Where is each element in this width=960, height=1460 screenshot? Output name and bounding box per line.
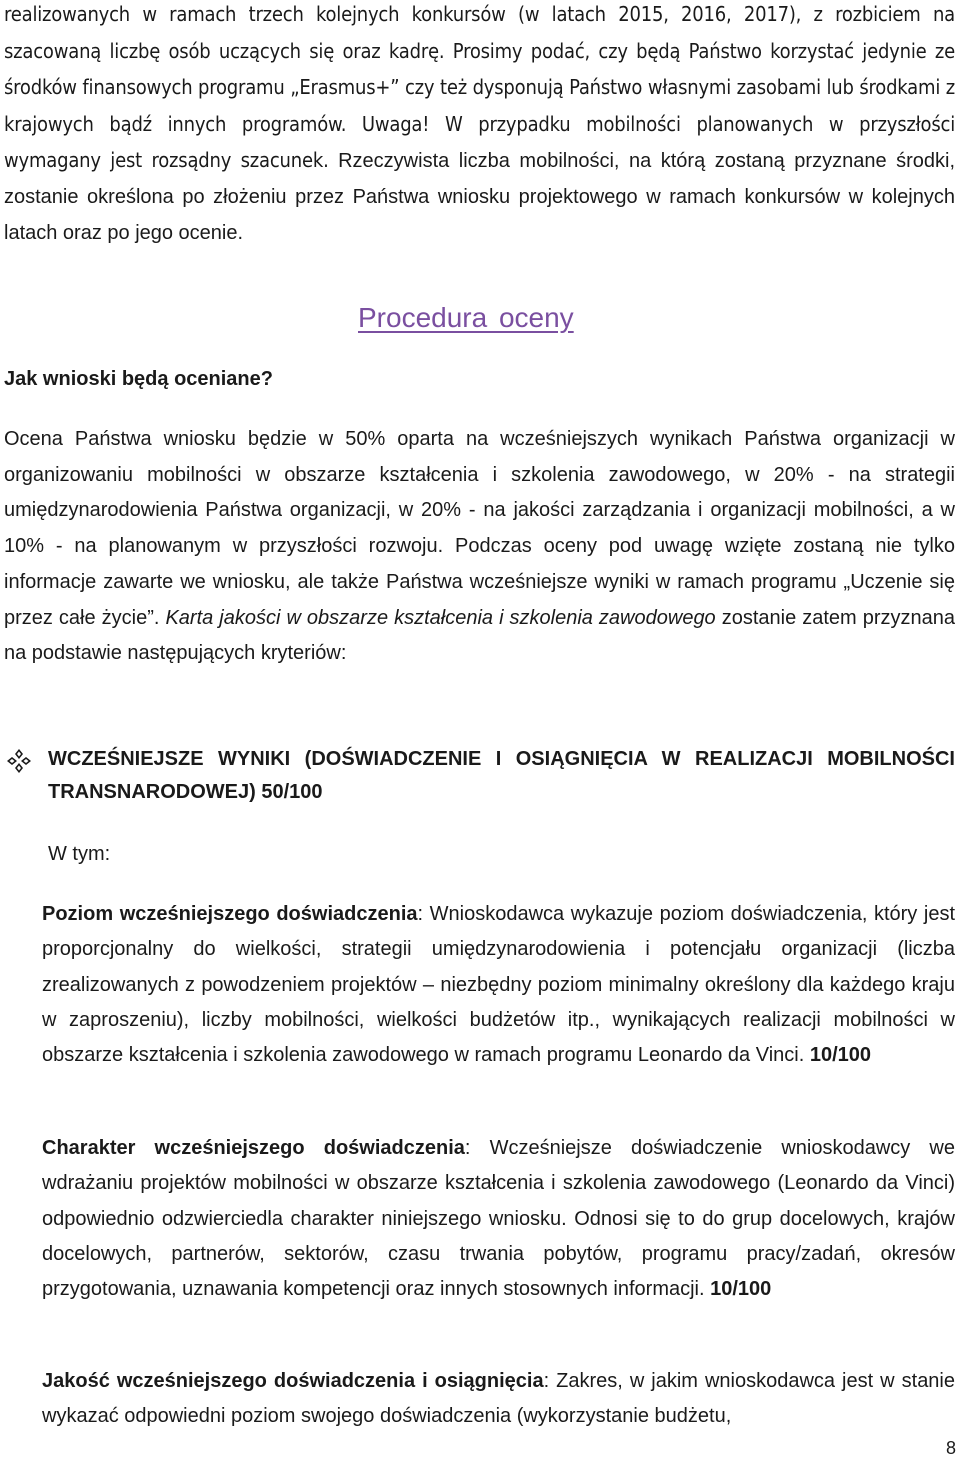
assessment-italic: Karta jakości w obszarze kształcenia i szkolenia zawodowego bbox=[165, 606, 716, 629]
section-heading: Procedura oceny bbox=[358, 302, 574, 333]
criterion-title: Jakość wcześniejszego doświadczenia i osiągnięcia bbox=[42, 1370, 544, 1392]
assessment-text: Ocena Państwa wniosku będzie w 50% oparta na wcześniejszych wynikach Państwa organizacji w organizowaniu mobilności w obszarze kształcenia i szkolenia zawodowego, w 20% - na strategii umiędzynarodowienia Państwa organizacji, w 20% - na jakości zarządzania i organizacji mobilności, a w 10% - na planowanym w przyszłości rozwoju. Podczas oceny pod uwagę wzięte zostaną nie tylko informacje zawarte we wniosku, ale także Państwa wcześniejsze wyniki w ramach programu „Uczenie się przez całe życie”. bbox=[4, 428, 955, 629]
criterion-text: : Wcześniejsze doświadczenie wnioskodawcy we wdrażaniu projektów mobilności w obszarze kształcenia i szkolenia zawodowego (Leonardo da Vinci) odpowiednio odzwierciedla charakter niniejszego wniosku. Odnosi się to do grup docelowych, krajów docelowych, partnerów, sektorów, czasu trwania pobytów, programu pracy/zadań, okresów przygotowania, uznawania kompetencji oraz innych stosownych informacji. bbox=[42, 1137, 955, 1301]
criterion-score: 10/100 bbox=[710, 1278, 772, 1301]
criteria-heading: WCZEŚNIEJSZE WYNIKI (DOŚWIADCZENIE I OSIĄGNIĘCIA W REALIZACJI MOBILNOŚCI TRANSNARODOWEJ) 50/100 bbox=[48, 748, 955, 803]
criterion-title: Poziom wcześniejszego doświadczenia bbox=[42, 903, 418, 925]
criterion-quality bbox=[42, 1364, 955, 1435]
intro-paragraph bbox=[4, 0, 955, 251]
criterion-character bbox=[42, 1131, 955, 1307]
criterion-level bbox=[42, 897, 955, 1073]
assessment-paragraph bbox=[4, 422, 955, 672]
question-heading: Jak wnioski będą oceniane? bbox=[4, 368, 273, 390]
criterion-title: Charakter wcześniejszego doświadczenia bbox=[42, 1137, 465, 1159]
intro-text-part2: Rzeczywista liczba mobilności, na którą zostaną przyznane środki, zostanie określona po złożeniu przez Państwa wniosku projektowego w ramach konkursów w kolejnych latach oraz po jego ocenie. bbox=[4, 150, 955, 244]
intro-text-part1: realizowanych w ramach trzech kolejnych konkursów (w latach 2015, 2016, 2017), z rozbiciem na szacowaną liczbę osób uczących się oraz kadrę. Prosimy podać, czy będą Państwo korzystać jedynie ze środków finansowych programu „Erasmus+” czy też dysponują Państwo własnymi zasobami lub środkami z krajowych bądź innych programów. Uwaga! W przypadku mobilności planowanych w przyszłości wymagany jest rozsądny szacunek. bbox=[4, 2, 955, 173]
criterion-score: 10/100 bbox=[809, 1044, 871, 1067]
assessment-rest: zostanie zatem przyznana na podstawie następujących kryteriów: bbox=[4, 606, 955, 665]
diamond-bullet-icon bbox=[4, 746, 34, 776]
criterion-text: : Wnioskodawca wykazuje poziom doświadczenia, który jest proporcjonalny do wielkości, strategii umiędzynarodowienia i potencjału organizacji (liczba zrealizowanych z powodzeniem projektów – niezbędny poziom minimalny określony dla każdego kraju w zaproszeniu), liczby mobilności, wielkości budżetów itp., wynikających realizacji mobilności w obszarze kształcenia i szkolenia zawodowego w ramach programu Leonardo da Vinci. bbox=[42, 903, 956, 1067]
page-number: 8 bbox=[945, 1438, 956, 1458]
w-tym-label: W tym: bbox=[48, 843, 111, 865]
criterion-text: : Zakres, w jakim wnioskodawca jest w stanie wykazać odpowiedni poziom swojego doświadczenia (wykorzystanie budżetu, bbox=[42, 1370, 955, 1428]
